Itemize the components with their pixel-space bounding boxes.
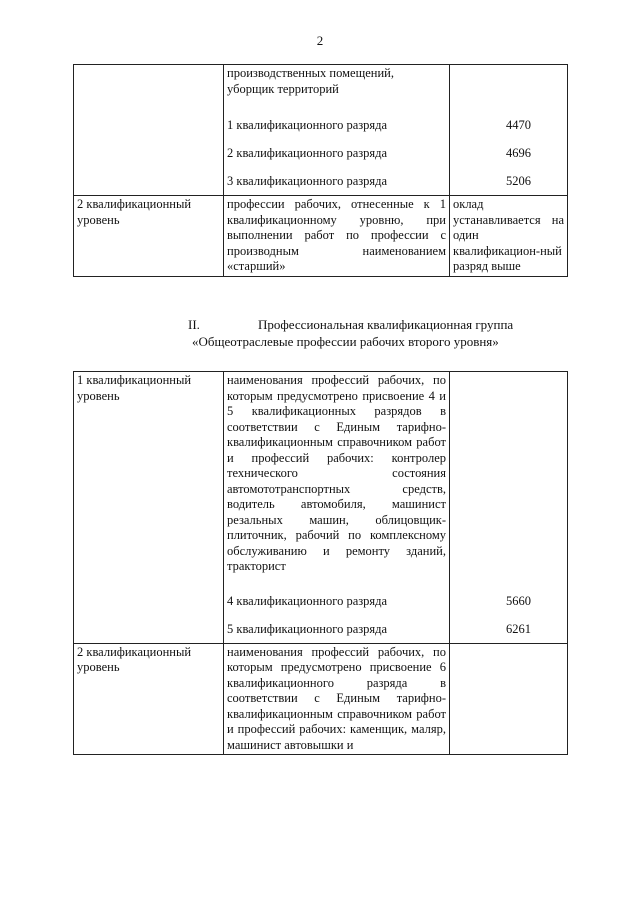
salary-table-2 (73, 371, 568, 755)
level-cell: 2 квалификационный уровень (74, 196, 224, 277)
salary-cell: оклад устанавливается на один квалификацион-ный разряд выше (450, 196, 568, 277)
level-cell: 2 квалификационный уровень (74, 643, 224, 755)
level-cell: 1 квалификационный уровень (74, 372, 224, 644)
description-line: производственных помещений, (227, 66, 394, 80)
section-title-line1: Профессиональная квалификационная группа (258, 317, 514, 332)
salary-cell (450, 372, 568, 644)
description-line: уборщик территорий (227, 81, 339, 96)
description-cell (224, 372, 450, 644)
section-title-line2: «Общеотраслевые профессии рабочих второго уровня» (192, 334, 499, 349)
description-cell: наименования профессий рабочих, по которым предусмотрено присвоение 6 квалификационного разряда в соответствии с Единым тарифно-квалификационным справочником работ и профессий рабочих: каменщик, маляр, машинист автовышки и (224, 643, 450, 755)
grade-label: 4 квалификационного разряда (227, 593, 388, 608)
table-row (74, 65, 568, 196)
grade-value: 4470 (506, 118, 531, 132)
table-row (74, 196, 568, 277)
grade-value: 5660 (506, 593, 531, 608)
table-row (74, 643, 568, 755)
section-heading (150, 316, 550, 350)
table-row (74, 372, 568, 644)
page-number: 2 (316, 33, 324, 48)
grade-label: 2 квалификационного разряда (227, 146, 388, 160)
grade-label: 3 квалификационного разряда (227, 174, 388, 188)
grade-label: 5 квалификационного разряда (227, 621, 388, 636)
section-number: II. (188, 317, 200, 332)
grade-value: 5206 (506, 174, 531, 188)
salary-table-1 (73, 64, 568, 277)
grade-value: 6261 (506, 621, 531, 636)
salary-cell (450, 65, 568, 196)
description-text: наименования профессий рабочих, по которым предусмотрено присвоение 4 и 5 квалификационных разрядов в соответствии с Единым тарифно-квалификационным справочником работ и профессий рабочих: контролер технического состояния автомототранспортных средств, водитель автомобиля, машинист резальных машин, облицовщик-плиточник, рабочий по комплексному обслуживанию и ремонту зданий, тракторист (227, 373, 446, 573)
salary-cell (450, 643, 568, 755)
description-cell (224, 65, 450, 196)
grade-label: 1 квалификационного разряда (227, 118, 388, 132)
level-cell (74, 65, 224, 196)
description-cell: профессии рабочих, отнесенные к 1 квалификационному уровню, при выполнении работ по профессии с производным наименованием «старший» (224, 196, 450, 277)
grade-value: 4696 (506, 146, 531, 160)
